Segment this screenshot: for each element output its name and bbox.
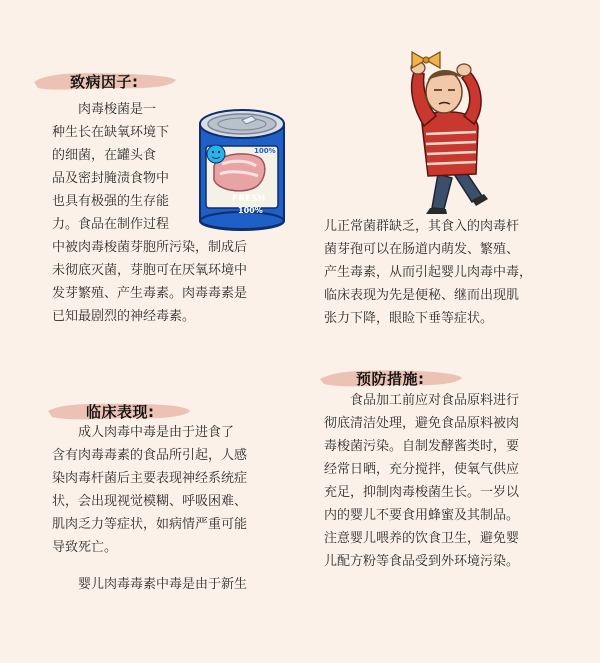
text-line: 产生毒素，从而引起婴儿肉毒中毒， bbox=[324, 265, 533, 280]
text-line: 张力下降，眼睑下垂等症状。 bbox=[324, 311, 494, 326]
text-line: 种生长在缺氧环境下 bbox=[52, 125, 170, 140]
prevention-heading: 预防措施: bbox=[356, 370, 425, 388]
text-line: 状，会出现视觉模糊、呼吸困难、 bbox=[52, 494, 248, 509]
text-line: 的细菌，在罐头食 bbox=[52, 148, 157, 163]
text-line: 儿正常菌群缺乏，其食入的肉毒杆 bbox=[324, 219, 520, 234]
text-line: 毒梭菌污染。自制发酵酱类时，要 bbox=[324, 439, 520, 454]
sick-man-illustration bbox=[392, 46, 512, 216]
text-line: 经常日晒，充分搅拌，使氧气供应 bbox=[324, 462, 520, 477]
text-line: 肌肉乏力等症状，如病情严重可能 bbox=[52, 517, 248, 532]
text-line: 品及密封腌渍食物中 bbox=[52, 171, 170, 186]
text-line: 染肉毒杆菌后主要表现神经系统症 bbox=[52, 471, 248, 486]
text-line: 发芽繁殖、产生毒素。肉毒毒素是 bbox=[52, 286, 248, 301]
text-line: 已知最剧烈的神经毒素。 bbox=[52, 309, 196, 324]
text-line: 临床表现为先是便秘、继而出现肌 bbox=[324, 288, 520, 303]
text-line: 中被肉毒梭菌芽胞所污染，制成后 bbox=[52, 240, 248, 255]
text-line: 含有肉毒毒素的食品所引起，人感 bbox=[52, 448, 248, 463]
text-line: 也具有极强的生存能 bbox=[52, 194, 170, 209]
text-line: 儿配方粉等食品受到外环境污染。 bbox=[324, 554, 520, 569]
text-line: 成人肉毒中毒是由于进食了 bbox=[78, 425, 235, 440]
tin-can-illustration bbox=[192, 102, 292, 242]
text-line: 内的婴儿不要食用蜂蜜及其制品。 bbox=[324, 508, 520, 523]
cause-heading-banner bbox=[30, 66, 180, 96]
text-line: 注意婴儿喂养的饮食卫生，避免婴 bbox=[324, 531, 520, 546]
text-line: 肉毒梭菌是一 bbox=[78, 102, 157, 117]
text-line: 食品加工前应对食品原料进行 bbox=[350, 393, 520, 408]
text-line: 彻底清洁处理，避免食品原料被肉 bbox=[324, 416, 520, 431]
text-line: 菌芽孢可以在肠道内萌发、繁殖、 bbox=[324, 242, 520, 257]
can-fresh-label: FRESH bbox=[232, 194, 266, 204]
text-line: 导致死亡。 bbox=[52, 540, 118, 555]
clinical-continued-body bbox=[324, 215, 552, 330]
text-line: 力。食品在制作过程 bbox=[52, 217, 170, 232]
prevention-body bbox=[324, 389, 552, 573]
clinical-heading: 临床表现: bbox=[86, 403, 155, 421]
can-small-percent: 100% bbox=[254, 147, 276, 155]
text-line: 充足，抑制肉毒梭菌生长。一岁以 bbox=[324, 485, 520, 500]
cause-heading: 致病因子: bbox=[70, 73, 139, 91]
can-percent-label: 100% bbox=[238, 206, 263, 215]
text-line: 未彻底灭菌，芽胞可在厌氧环境中 bbox=[52, 263, 248, 278]
clinical-body bbox=[52, 421, 280, 596]
text-line: 婴儿肉毒毒素中毒是由于新生 bbox=[78, 577, 248, 592]
